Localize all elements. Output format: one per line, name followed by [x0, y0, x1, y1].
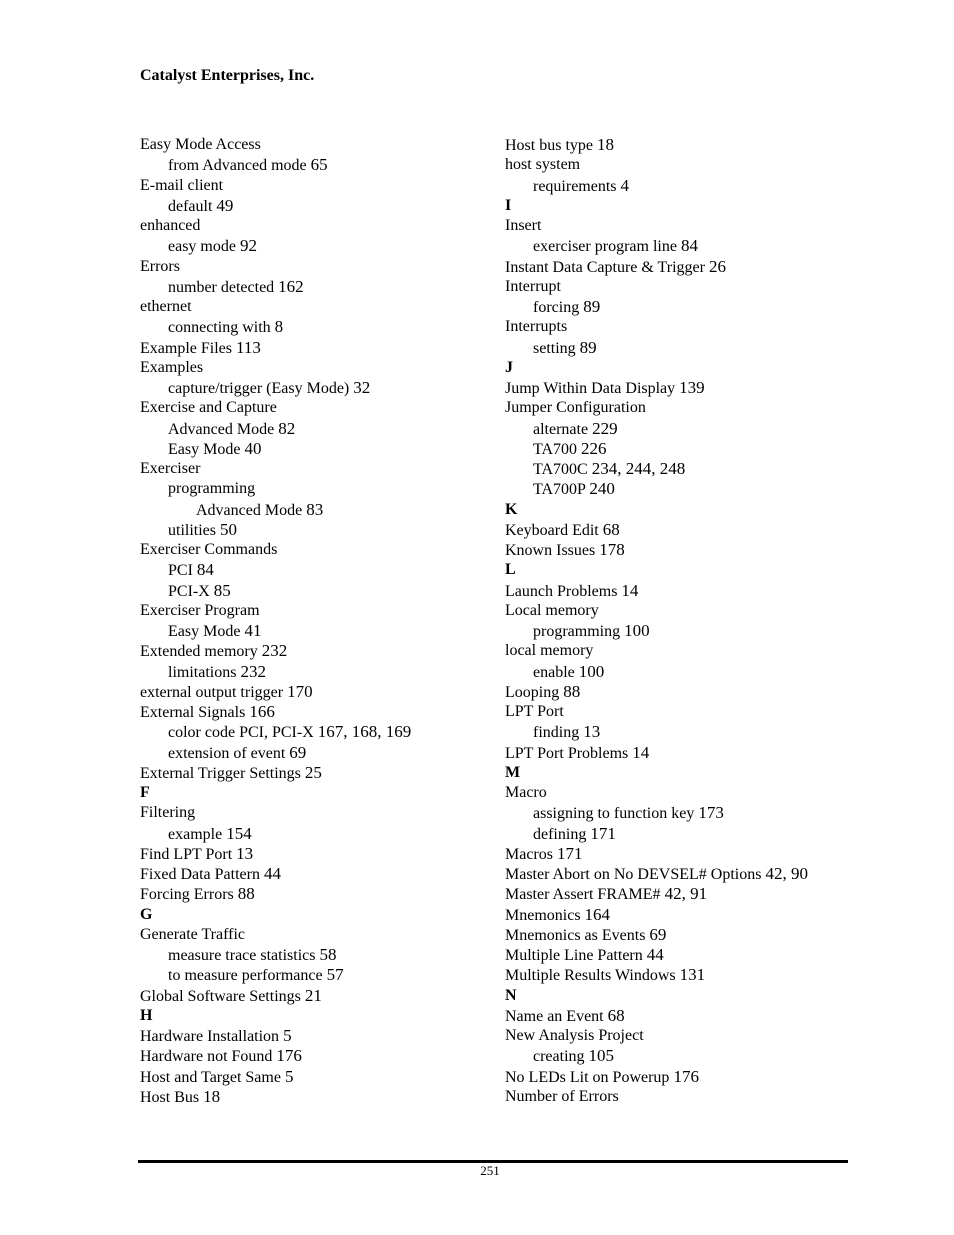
index-term: color code PCI, PCI-X	[168, 724, 314, 742]
index-subentry	[140, 581, 490, 601]
index-letter-heading: G	[140, 905, 153, 923]
index-entry	[505, 783, 865, 803]
index-term: Interrupts	[505, 318, 568, 336]
index-page-ref: 229	[592, 418, 618, 438]
index-page-ref: 13	[236, 843, 254, 863]
index-term: No LEDs Lit on Powerup	[505, 1068, 670, 1086]
index-page-ref: 68	[607, 1005, 625, 1025]
index-term: Multiple Results Windows	[505, 967, 676, 985]
page-number: 251	[480, 1163, 500, 1178]
index-term: from Advanced mode	[168, 157, 307, 175]
index-term: forcing	[533, 299, 580, 316]
index-term: Forcing Errors	[140, 886, 234, 904]
index-term: Master Abort on No DEVSEL# Options	[505, 866, 762, 883]
index-term: Advanced Mode	[196, 501, 303, 519]
index-page-ref: 84	[196, 560, 214, 580]
index-term: LPT Port Problems	[505, 744, 629, 762]
index-term: utilities	[168, 521, 216, 539]
index-page-ref: 42, 90	[765, 864, 808, 883]
index-term: Host and Target Same	[140, 1068, 281, 1086]
index-term: requirements	[533, 177, 617, 195]
index-term: ethernet	[140, 298, 192, 315]
index-page-ref: 65	[310, 155, 328, 175]
index-term: number detected	[168, 278, 275, 296]
index-entry	[505, 1026, 865, 1046]
index-term: Examples	[140, 358, 204, 376]
index-term: local memory	[505, 642, 594, 660]
index-term: Generate Traffic	[140, 925, 245, 943]
index-term: Extended memory	[140, 643, 258, 661]
index-page-ref: 26	[708, 256, 726, 276]
index-subentry	[140, 500, 490, 520]
index-entry	[505, 257, 865, 277]
index-entry	[140, 682, 490, 702]
index-entry	[140, 884, 490, 904]
index-entry	[140, 803, 490, 823]
index-entry	[140, 398, 490, 418]
index-page-ref: 40	[244, 438, 262, 458]
index-subentry	[505, 824, 865, 844]
index-term: E-mail client	[140, 176, 224, 194]
index-subentry	[140, 824, 490, 844]
index-entry	[505, 155, 865, 175]
index-page-ref: 32	[353, 378, 371, 397]
index-term: setting	[533, 339, 576, 357]
index-entry	[140, 925, 490, 945]
index-entry	[505, 1067, 865, 1087]
index-subentry	[505, 297, 865, 317]
index-letter-heading: L	[505, 561, 516, 579]
index-page-ref: 21	[304, 985, 322, 1005]
index-page-ref: 131	[679, 965, 706, 985]
index-entry	[505, 216, 865, 236]
index-entry	[140, 1046, 490, 1066]
index-term: Jump Within Data Display	[505, 380, 676, 397]
index-subentry	[505, 621, 865, 641]
index-entry	[505, 540, 865, 560]
index-entry	[140, 844, 490, 864]
index-subentry	[140, 520, 490, 540]
index-page-ref: 88	[237, 884, 255, 904]
index-subentry	[140, 945, 490, 965]
index-term: example	[168, 825, 223, 843]
index-subentry	[140, 317, 490, 337]
index-page-ref: 232	[240, 661, 266, 681]
index-page-ref: 68	[602, 519, 620, 539]
index-entry	[140, 1087, 490, 1107]
index-term: Easy Mode	[168, 623, 241, 640]
index-term: enhanced	[140, 217, 201, 234]
index-letter-heading: K	[505, 500, 518, 518]
index-term: Exerciser	[140, 460, 201, 477]
index-term: External Signals	[140, 704, 246, 721]
index-term: Exercise and Capture	[140, 399, 277, 417]
index-term: TA700	[533, 440, 578, 458]
index-term: exerciser program line	[533, 238, 677, 256]
index-term: limitations	[168, 663, 237, 681]
index-term: Macro	[505, 784, 547, 801]
index-term: Easy Mode	[168, 440, 241, 458]
index-entry	[505, 884, 865, 904]
index-page-ref: 154	[226, 823, 252, 843]
index-entry	[140, 763, 490, 783]
index-page-ref: 57	[326, 965, 344, 985]
index-entry	[140, 176, 490, 196]
index-page-ref: 14	[621, 580, 639, 600]
index-subentry	[140, 560, 490, 580]
index-term: Hardware not Found	[140, 1048, 273, 1066]
index-letter-heading: H	[140, 1006, 153, 1024]
index-page-ref: 85	[213, 580, 231, 600]
index-entry	[505, 702, 865, 722]
index-term: Exerciser Program	[140, 601, 260, 619]
running-header-company: Catalyst Enterprises, Inc.	[140, 67, 315, 84]
index-term: PCI	[168, 562, 193, 580]
index-term: Known Issues	[505, 542, 596, 559]
index-page-ref: 83	[306, 499, 324, 519]
index-subentry	[140, 196, 490, 216]
index-page-ref: 92	[239, 236, 257, 256]
index-page-ref: 226	[581, 438, 607, 458]
index-page-ref: 234, 244, 248	[591, 459, 686, 478]
index-page-ref: 171	[590, 823, 616, 843]
index-page-ref: 170	[287, 681, 313, 701]
index-entry	[505, 743, 865, 763]
index-page-ref: 100	[624, 621, 650, 640]
index-page-ref: 69	[649, 924, 667, 944]
index-entry	[140, 257, 490, 277]
index-term: extension of event	[168, 744, 286, 762]
index-entry	[505, 965, 865, 985]
index-term: Host Bus	[140, 1088, 200, 1106]
index-entry	[505, 601, 865, 621]
index-term: Mnemonics	[505, 906, 581, 924]
index-entry	[140, 641, 490, 661]
index-entry	[140, 135, 490, 155]
index-page-ref: 69	[289, 742, 307, 762]
index-term: default	[168, 197, 213, 215]
index-entry	[505, 905, 865, 925]
index-entry	[505, 317, 865, 337]
index-entry	[140, 338, 490, 358]
index-term: finding	[533, 724, 580, 742]
index-page-ref: 25	[304, 762, 322, 782]
index-page-ref: 232	[261, 641, 288, 661]
index-subentry	[505, 662, 865, 682]
index-page-ref: 113	[235, 337, 261, 357]
index-term: assigning to function key	[533, 805, 695, 823]
index-page-ref: 100	[578, 661, 605, 681]
index-entry	[505, 844, 865, 864]
index-term: Macros	[505, 845, 553, 863]
index-letter-heading: N	[505, 986, 517, 1004]
index-subentry	[140, 439, 490, 459]
index-letter-heading: J	[505, 358, 513, 376]
index-page-ref: 139	[679, 378, 705, 397]
index-term: Advanced Mode	[168, 420, 275, 438]
index-term: Name an Event	[505, 1007, 604, 1025]
index-column-left	[140, 135, 490, 1107]
index-page-ref: 173	[698, 803, 724, 823]
index-page-ref: 58	[319, 945, 337, 964]
index-term: Instant Data Capture & Trigger	[505, 258, 705, 276]
index-entry	[505, 581, 865, 601]
index-subentry	[140, 743, 490, 763]
index-subentry	[505, 1046, 865, 1066]
index-subentry	[505, 479, 865, 499]
index-entry	[140, 864, 490, 884]
index-page-ref: 44	[646, 945, 664, 964]
index-entry	[505, 135, 865, 155]
index-term: Fixed Data Pattern	[140, 866, 260, 883]
index-subentry	[140, 419, 490, 439]
index-entry	[505, 682, 865, 702]
index-entry	[505, 1006, 865, 1026]
index-term: creating	[533, 1048, 585, 1066]
index-term: enable	[533, 663, 575, 681]
index-term: TA700C	[533, 461, 588, 478]
index-page-ref: 82	[278, 418, 296, 438]
index-column-right	[505, 135, 865, 1107]
index-term: Multiple Line Pattern	[505, 947, 643, 964]
index-subentry	[140, 479, 490, 499]
index-page-ref: 18	[203, 1086, 221, 1106]
index-term: Interrupt	[505, 277, 561, 295]
index-entry	[505, 1087, 865, 1107]
index-page-ref: 88	[563, 681, 581, 701]
index-term: Keyboard Edit	[505, 521, 599, 539]
index-subentry	[140, 277, 490, 297]
index-subentry	[505, 236, 865, 256]
index-term: Hardware Installation	[140, 1028, 280, 1045]
index-page-ref: 50	[220, 519, 237, 539]
index-entry	[505, 277, 865, 297]
index-page-ref: 105	[588, 1046, 615, 1066]
index-subentry	[505, 439, 865, 459]
index-term: external output trigger	[140, 683, 284, 701]
index-term: LPT Port	[505, 703, 564, 720]
index-term: programming	[533, 623, 621, 640]
index-page-ref: 240	[589, 479, 615, 499]
index-page-ref: 5	[284, 1066, 294, 1086]
index-term: New Analysis Project	[505, 1027, 644, 1044]
index-letter-heading: I	[505, 196, 512, 214]
index-term: Insert	[505, 217, 542, 234]
index-term: Global Software Settings	[140, 987, 301, 1005]
index-term: programming	[168, 480, 256, 498]
index-page-ref: 4	[620, 175, 630, 195]
index-term: Easy Mode Access	[140, 136, 261, 153]
index-entry	[140, 358, 490, 378]
index-subentry	[505, 338, 865, 358]
index-page-ref: 164	[584, 904, 611, 924]
index-page-ref: 13	[583, 722, 601, 742]
index-term: Example Files	[140, 339, 232, 357]
index-subentry	[505, 459, 865, 479]
index-page-ref: 171	[556, 843, 583, 863]
index-entry	[140, 1067, 490, 1087]
index-entry	[140, 601, 490, 621]
index-letter-heading: F	[140, 784, 150, 801]
index-entry	[505, 398, 865, 418]
index-term: Looping	[505, 683, 560, 701]
index-entry	[505, 945, 865, 965]
index-entry	[505, 864, 865, 884]
index-subentry	[140, 662, 490, 682]
index-term: Mnemonics as Events	[505, 926, 646, 944]
index-term: Jumper Configuration	[505, 399, 646, 417]
index-page-ref: 176	[276, 1046, 302, 1066]
index-page-ref: 166	[249, 702, 275, 721]
index-term: connecting with	[168, 319, 271, 337]
index-term: measure trace statistics	[168, 947, 316, 964]
index-term: Number of Errors	[505, 1087, 619, 1105]
index-entry	[505, 641, 865, 661]
index-page-ref: 49	[216, 195, 234, 215]
index-subentry	[140, 378, 490, 398]
index-subentry	[140, 722, 490, 742]
index-subentry	[140, 155, 490, 175]
index-page-ref: 41	[244, 621, 262, 640]
index-page-ref: 18	[597, 135, 614, 154]
index-subentry	[140, 621, 490, 641]
index-term: Find LPT Port	[140, 845, 233, 863]
index-term: host system	[505, 156, 581, 174]
index-entry	[140, 297, 490, 317]
index-entry	[140, 702, 490, 722]
index-term: Filtering	[140, 804, 196, 822]
index-term: PCI-X	[168, 582, 210, 600]
index-entry	[505, 925, 865, 945]
index-term: Launch Problems	[505, 582, 618, 600]
index-page-ref: 167, 168, 169	[317, 722, 412, 742]
index-subentry	[140, 965, 490, 985]
index-term: to measure performance	[168, 967, 323, 985]
index-page-ref: 5	[283, 1026, 292, 1045]
index-page-ref: 8	[274, 317, 284, 337]
index-subentry	[505, 803, 865, 823]
index-page-ref: 178	[599, 540, 625, 559]
index-entry	[140, 459, 490, 479]
index-entry	[505, 520, 865, 540]
index-page-ref: 89	[579, 337, 597, 357]
index-subentry	[505, 419, 865, 439]
index-entry	[140, 986, 490, 1006]
index-term: Host bus type	[505, 137, 593, 154]
index-page-ref: 84	[680, 236, 698, 256]
index-page-ref: 14	[632, 742, 650, 762]
index-entry	[505, 378, 865, 398]
index-page-ref: 89	[583, 297, 601, 316]
index-term: defining	[533, 825, 587, 843]
index-term: capture/trigger (Easy Mode)	[168, 380, 350, 397]
index-term: Exerciser Commands	[140, 541, 278, 558]
index-subentry	[505, 722, 865, 742]
index-term: Master Assert FRAME#	[505, 886, 661, 904]
index-term: External Trigger Settings	[140, 764, 301, 782]
index-entry	[140, 1026, 490, 1046]
index-entry	[140, 540, 490, 560]
index-term: alternate	[533, 420, 589, 438]
index-term: Local memory	[505, 601, 599, 619]
index-letter-heading: M	[505, 763, 521, 781]
index-subentry	[505, 176, 865, 196]
index-term: TA700P	[533, 481, 586, 499]
index-subentry	[140, 236, 490, 256]
index-entry	[140, 216, 490, 236]
index-page-ref: 42, 91	[664, 884, 708, 904]
index-page-ref: 176	[673, 1066, 699, 1086]
index-page-ref: 162	[278, 276, 304, 296]
index-term: easy mode	[168, 238, 236, 256]
index-term: Errors	[140, 257, 180, 275]
index-page-ref: 44	[263, 864, 281, 883]
